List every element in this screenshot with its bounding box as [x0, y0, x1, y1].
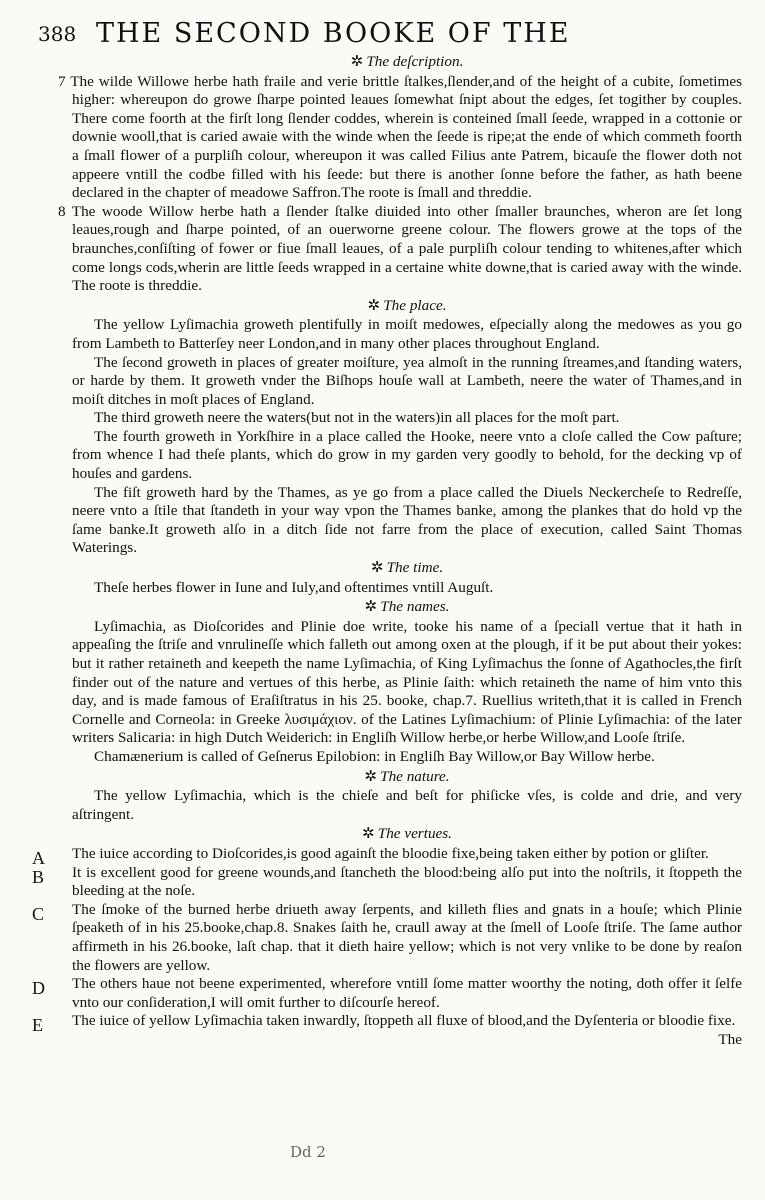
asterism-icon: ✲ — [367, 296, 381, 314]
margin-letter: A — [32, 847, 45, 868]
asterism-icon: ✲ — [370, 559, 384, 577]
asterism-icon: ✲ — [350, 53, 364, 70]
vertue-item-d — [32, 975, 742, 1012]
margin-letter: B — [32, 866, 45, 887]
paragraph-place-4: The fourth groweth in Yorkſhire in a place called the Hooke, neere vnto a cloſe called the Cow paſture; from whence I had theſe plants, which do grow in my garden very goodly to behold, for the decking vp of houſes and gardens. — [72, 427, 742, 483]
paragraph-description-8: 8 The woode Willow herbe hath a ſlender ſtalke diuided into other ſmaller braunches, wheron are ſet long leaues,rough and ſharpe pointed, of an ouerworne greene colour. The flowers growe at the tops of the braunches,conſiſting of fower or fiue ſmall leaues, of a pale purpliſh colour tending to whitenes,after which come longs cods,wherin are little ſeeds wrapped in a certaine white downe,that is caried away with the winde. The roote is threddie. — [58, 202, 742, 295]
vertue-item-a — [32, 844, 742, 868]
margin-letter: D — [32, 978, 45, 999]
page-header — [38, 18, 738, 52]
heading-text: The time. — [386, 559, 444, 577]
signature-mark: Dd 2 — [290, 1143, 326, 1161]
paragraph-place-5: The fiſt groweth hard by the Thames, as ye go from a place called the Diuels Neckercheſe to Redreſſe, neere vnto a ſtile that ſtandeth in your way vpon the Thames banke, among the plankes that do hold vp the ſame banke.It groweth alſo in a ditch ſide not farre from the place of execution, called Saint Thomas Waterings. — [72, 483, 742, 557]
section-heading-nature — [72, 768, 742, 787]
vertue-text: The others haue not beene experimented, wherefore vntill ſome matter woorthy the noting, doth offer it ſelfe vnto our conſideration,I will omit further to diſcourſe hereof. — [72, 975, 742, 1011]
section-heading-place — [72, 297, 742, 316]
margin-letter: C — [32, 903, 45, 924]
vertues-list — [32, 844, 742, 1036]
running-title: THE SECOND BOOKE OF THE — [96, 18, 571, 49]
asterism-icon: ✲ — [362, 825, 375, 843]
paragraph-place-1: The yellow Lyſimachia groweth plentifully in moiſt medowes, eſpecially along the medowes as you go from Lambeth to Batterſey neer London,and in many other places throughout England. — [72, 316, 742, 352]
section-heading-names — [72, 598, 742, 617]
vertue-text: It is excellent good for greene wounds,and ſtancheth the blood:being alſo put into the noſtrils, it ſtoppeth the bleeding at the noſe. — [72, 863, 742, 900]
paragraph-names-2: Chamænerium is called of Geſnerus Epilobion: in Engliſh Bay Willow,or Bay Willow herbe. — [94, 747, 655, 765]
section-heading-vertues — [72, 825, 742, 844]
vertue-text: The iuice according to Dioſcorides,is good againſt the bloodie fixe,being taken either by potion or gliſter. — [72, 844, 709, 862]
asterism-icon: ✲ — [364, 767, 378, 785]
vertue-text: The ſmoke of the burned herbe driueth away ſerpents, and killeth flies and gnats in a houſe; which Plinie ſpeaketh of in his 25.booke,chap.8. Snakes ſaith he, craull away at the ſmell of Looſe ſtriſe. The ſame author affirmeth in his 26.booke, laſt chap. that it dieth haire yellow; which is not very vnlike to be done by reaſon the flowers are yellow. — [72, 900, 742, 974]
paragraph-description-7: 7 The wilde Willowe herbe hath fraile and verie brittle ſtalkes,ſlender,and of the height of a cubite, ſometimes higher: whereupon do growe ſharpe pointed leaues ſomewhat ſnipt about the edges, ſet togither by couples. There come foorth at the firſt long ſlender coddes, wherein is conteined ſmall ſeede, wrapped in a cottonie or downie wooll,that is caried awaie with the winde when the ſeede is ripe;at the ende of which commeth foorth a ſmall flower of a purpliſh colour, whereupon it was called Filius ante Patrem, bicauſe the flower doth not appeere vntill the codbe filled with his ſeede: but there is another ſonne before the father, as hath beene declared in the chapter of meadowe Saffron.The roote is ſmall and threddie. — [58, 72, 742, 202]
heading-text: The vertues. — [377, 825, 452, 843]
paragraph-time-1: Theſe herbes flower in Iune and Iuly,and oftentimes vntill Auguſt. — [94, 578, 494, 596]
section-heading-time — [72, 559, 742, 578]
catchword: The — [718, 1030, 742, 1048]
heading-text: The nature. — [380, 767, 450, 785]
vertue-item-c — [32, 900, 742, 975]
paragraph-place-2: The ſecond groweth in places of greater moiſture, yea almoſt in the running ſtreames,and ſtanding waters, or harde by them. It groweth vnder the Biſhops houſe wall at Lambeth, neere the water of Thames,and in moiſt ditches in moſt places of England. — [72, 353, 742, 408]
page-number: 388 — [38, 22, 77, 46]
vertue-text: The iuice of yellow Lyſimachia taken inwardly, ſtoppeth all fluxe of blood,and the Dyſenteria or bloodie fixe. — [72, 1012, 736, 1030]
asterism-icon: ✲ — [364, 598, 378, 616]
vertue-item-b — [32, 863, 742, 901]
margin-letter: E — [32, 1015, 43, 1036]
heading-text: The place. — [383, 296, 447, 314]
paragraph-names-1: Lyſimachia, as Dioſcorides and Plinie doe write, tooke his name of a ſpeciall vertue that it hath in appeaſing the ſtriſe and vnrulineſſe which falleth out among oxen at the plough, if it be put about their yokes: but it rather retaineth and keepeth the name Lyſimachia, of King Lyſimachus the ſonne of Agathocles,the firſt finder out of the nature and vertues of this herbe, as Plinie ſaith: which retaineth the name of him vnto this day, and is made famous of Eraſiſtratus in his 25. booke, chap.7. Ruellius writeth,that it is called in French Cornelle and Corneola: in Greeke λυσιμάχιον. of the Latines Lyſimachium: of Plinie Lyſimachia: of the later writers Salicaria: in high Dutch Weiderich: in Engliſh Willow herbe,or herbe Willow,and Looſe ſtriſe. — [72, 617, 742, 747]
vertue-item-e — [32, 1012, 742, 1036]
paragraph-nature-1: The yellow Lyſimachia, which is the chieſe and beſt for phiſicke vſes, is colde and drie, and very aſtringent. — [72, 787, 742, 823]
paragraph-place-3: The third groweth neere the waters(but not in the waters)in all places for the moſt part. — [94, 409, 620, 427]
heading-text: The deſcription. — [366, 53, 464, 70]
heading-text: The names. — [380, 598, 450, 616]
page-body — [32, 52, 742, 1049]
section-heading-description — [72, 53, 742, 72]
